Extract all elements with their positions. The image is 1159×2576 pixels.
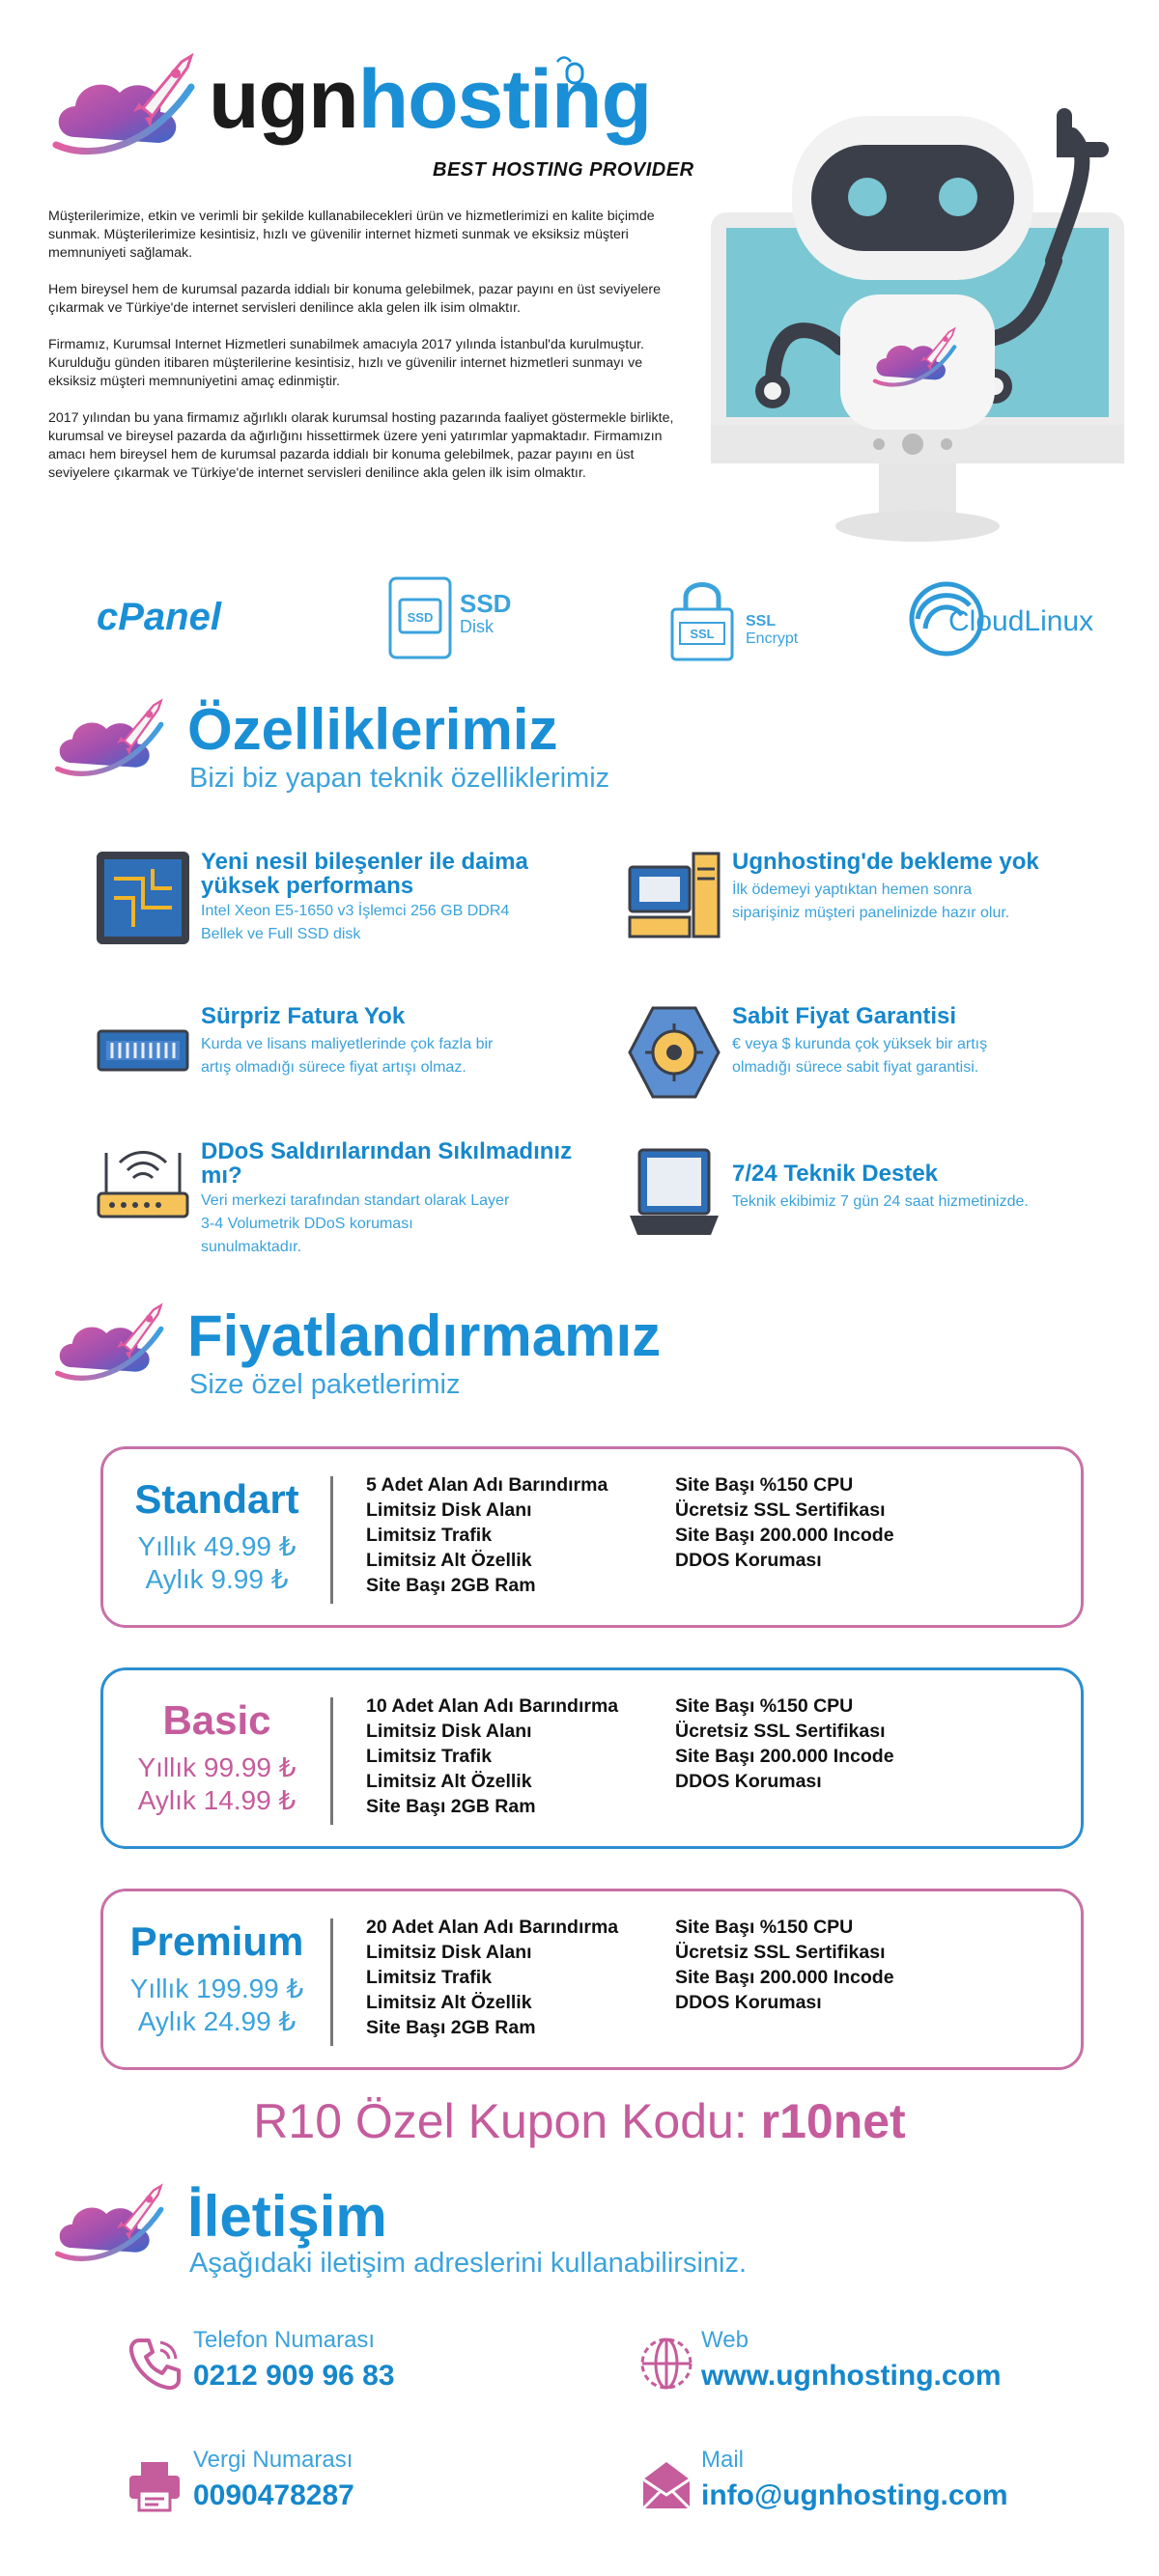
pricing-plan-standart[interactable] — [100, 1446, 1084, 1628]
web-value[interactable]: www.ugnhosting.com — [701, 2360, 1002, 2392]
plan-features-right — [675, 1694, 894, 1794]
plan-features-left — [366, 1472, 608, 1598]
feature-title: Yeni nesil bileşenler ile daima yüksek performans — [201, 849, 528, 899]
plan-feature: Ücretsiz SSL Sertifikası — [675, 1942, 886, 1963]
plan-features-left — [366, 1694, 618, 1819]
plan-summary — [103, 1449, 330, 1625]
plan-summary — [103, 1670, 330, 1846]
plan-yearly-price: Yıllık 99.99 ₺ — [137, 1752, 297, 1782]
plan-divider — [330, 1476, 333, 1604]
feature-description: Teknik ekibimiz 7 gün 24 saat hizmetinizde. — [732, 1193, 1029, 1210]
rocket-cloud-icon — [50, 2172, 176, 2283]
tax-value: 0090478287 — [193, 2479, 354, 2511]
rocket-cloud-icon — [46, 48, 211, 174]
plan-feature: Limitsiz Trafik — [366, 1967, 493, 1988]
ssl-lock-icon — [668, 574, 736, 663]
feature-title: DDoS Saldırılarından Sıkılmadınız mı? — [201, 1138, 573, 1189]
plan-yearly-price: Yıllık 49.99 ₺ — [137, 1531, 297, 1561]
pricing-title: Fiyatlandırmamız — [187, 1303, 662, 1368]
brand-tagline: BEST HOSTING PROVIDER — [433, 159, 694, 181]
plan-feature: 20 Adet Alan Adı Barındırma — [366, 1917, 619, 1938]
features-subtitle: Bizi biz yapan teknik özelliklerimiz — [189, 763, 610, 794]
plan-feature: Site Başı 2GB Ram — [366, 2017, 536, 2038]
plan-feature: Limitsiz Trafik — [366, 1746, 493, 1767]
feature-item — [626, 1144, 1128, 1250]
phone-icon — [126, 2335, 184, 2393]
cpu-chip-icon — [95, 850, 191, 946]
feature-item — [626, 850, 1128, 956]
plan-feature: Ücretsiz SSL Sertifikası — [675, 1499, 886, 1521]
mail-label: Mail — [701, 2447, 745, 2473]
desktop-computer-icon — [626, 850, 722, 946]
plan-features-left — [366, 1915, 618, 2040]
intro-paragraph: Müşterilerimize, etkin ve verimli bir şekilde kullanabilecekleri ürün ve hizmetlerimizi en kalite biçimde sunmak. Müşterilerimize kesintisiz, hızlı ve güvenilir internet hizmeti sunmak ve eksiksiz müşteri memnuniyeti sağlamak. — [48, 209, 655, 261]
feature-description: € veya $ kurunda çok yüksek bir artış olmadığı sürece sabit fiyat garantisi. — [732, 1036, 988, 1076]
ssd-sublabel: Disk — [460, 617, 494, 636]
technology-logos — [58, 574, 1101, 671]
brand-logo[interactable] — [46, 39, 722, 183]
plan-feature: Site Başı %150 CPU — [675, 1695, 854, 1717]
safe-vault-icon — [626, 1004, 722, 1101]
robot-monitor-illustration — [705, 97, 1130, 560]
phone-label: Telefon Numarası — [193, 2327, 376, 2353]
plan-feature: Site Başı %150 CPU — [675, 1917, 854, 1938]
plan-summary — [103, 1891, 330, 2067]
cloudlinux-logo: CloudLinux — [948, 605, 1094, 637]
plan-features-right — [675, 1472, 894, 1573]
contact-title: İletişim — [187, 2184, 387, 2249]
plan-monthly-price: Aylık 9.99 ₺ — [145, 1564, 289, 1594]
plan-feature: DDOS Koruması — [675, 1550, 822, 1571]
plan-feature: Site Başı 200.000 Incode — [675, 1525, 894, 1546]
rocket-cloud-icon — [50, 1292, 176, 1403]
feature-item — [95, 1138, 597, 1255]
plan-monthly-price: Aylık 24.99 ₺ — [137, 2006, 297, 2036]
feature-description: İlk ödemeyi yaptıktan hemen sonra siparişiniz müşteri panelinizde hazır olur. — [732, 882, 1010, 921]
feature-title: Sabit Fiyat Garantisi — [732, 1003, 957, 1029]
globe-icon — [637, 2335, 695, 2393]
rocket-cloud-icon — [50, 687, 176, 798]
coupon-banner — [0, 2093, 1159, 2149]
brand-name-part1: ugn — [209, 53, 358, 146]
feature-title: Ugnhosting'de bekleme yok — [732, 849, 1039, 875]
feature-title: 7/24 Teknik Destek — [732, 1161, 939, 1187]
plan-divider — [330, 1697, 333, 1825]
plan-name: Basic — [162, 1697, 271, 1743]
ssd-label: SSD — [460, 589, 512, 618]
plan-feature: Ücretsiz SSL Sertifikası — [675, 1721, 886, 1742]
feature-description: Intel Xeon E5-1650 v3 İşlemci 256 GB DDR4 Bellek ve Full SSD disk — [201, 903, 510, 942]
pricing-plan-basic[interactable] — [100, 1667, 1084, 1849]
phone-value[interactable]: 0212 909 96 83 — [193, 2360, 395, 2392]
ssl-lock-label: SSL — [690, 627, 715, 641]
cpanel-logo: cPanel — [97, 596, 221, 638]
plan-feature: Limitsiz Disk Alanı — [366, 1721, 532, 1742]
plan-feature: Limitsiz Disk Alanı — [366, 1499, 532, 1521]
features-title: Özelliklerimiz — [187, 697, 558, 762]
plan-name: Premium — [129, 1918, 304, 1964]
plan-feature: 10 Adet Alan Adı Barındırma — [366, 1695, 619, 1717]
plan-monthly-price: Aylık 14.99 ₺ — [137, 1785, 297, 1815]
plan-feature: Site Başı 2GB Ram — [366, 1796, 536, 1817]
plan-feature: Limitsiz Alt Özellik — [366, 1550, 532, 1571]
mouse-icon — [553, 56, 592, 85]
intro-paragraph: Hem bireysel hem de kurumsal pazarda iddialı bir konuma gelebilmek, pazar payını en üst seviyelere çıkarmak ve Türkiye'de internet servisleri denilince akla gelen ilk isim olmaktır. — [48, 282, 662, 316]
printer-icon — [126, 2456, 184, 2514]
plan-feature: DDOS Koruması — [675, 1992, 822, 2013]
web-label: Web — [701, 2327, 749, 2353]
plan-name: Standart — [134, 1476, 299, 1522]
feature-item — [95, 1004, 597, 1110]
plan-feature: Site Başı 200.000 Incode — [675, 1967, 894, 1988]
tax-label: Vergi Numarası — [193, 2447, 353, 2473]
wifi-router-icon — [95, 1139, 191, 1236]
feature-description: Veri merkezi tarafından standart olarak Layer 3-4 Volumetrik DDoS koruması sunulmaktadır. — [201, 1192, 510, 1255]
coupon-code[interactable]: r10net — [760, 2094, 906, 2148]
plan-features-right — [675, 1915, 894, 2015]
plan-divider — [330, 1918, 333, 2046]
feature-item — [95, 850, 597, 956]
ssl-sublabel: Encrypt — [746, 630, 799, 647]
intro-paragraph: Firmamız, Kurumsal Internet Hizmetleri sunabilmek amacıyla 2017 yılında İstanbul'da kurulmuştur. Kurulduğu günden itibaren müşterilerine kesintisiz, hızlı ve güvenilir internet hizmetleri sunmayı ve eksiksiz müşteri memnuniyetini amaç edinmiştir. — [48, 337, 644, 389]
plan-feature: Limitsiz Alt Özellik — [366, 1992, 532, 2013]
ssd-disk-icon — [386, 574, 454, 661]
plan-feature: Site Başı 200.000 Incode — [675, 1746, 894, 1767]
plan-feature: DDOS Koruması — [675, 1771, 822, 1792]
pricing-subtitle: Size özel paketlerimiz — [189, 1369, 461, 1400]
ssd-chip-label: SSD — [407, 610, 434, 625]
laptop-icon — [626, 1144, 722, 1241]
feature-title: Sürpriz Fatura Yok — [201, 1003, 406, 1029]
mail-icon — [637, 2456, 695, 2514]
intro-text — [48, 208, 686, 501]
plan-yearly-price: Yıllık 199.99 ₺ — [129, 1974, 304, 2003]
intro-paragraph: 2017 yılından bu yana firmamız ağırlıklı olarak kurumsal hosting pazarında faaliyet göstermekle birlikte, kurumsal ve bireysel pazarda da ağırlığını hissettirmek üzere yeni yatırımlar yapmaktadır. Firmamızın amacı hem bireysel hem de kurumsal pazarda iddialı bir konuma gelebilmek, pazar payını en üst seviyelere çıkarmak ve Türkiye'de internet servisleri denilince akla gelen ilk isim olmaktır. — [48, 410, 674, 481]
pricing-plan-premium[interactable] — [100, 1889, 1084, 2070]
plan-feature: Site Başı %150 CPU — [675, 1474, 854, 1496]
mail-value[interactable]: info@ugnhosting.com — [701, 2479, 1008, 2511]
feature-description: Kurda ve lisans maliyetlerinde çok fazla bir artış olmadığı sürece fiyat artışı olmaz. — [201, 1036, 494, 1076]
ssl-label: SSL — [746, 613, 777, 630]
plan-feature: Site Başı 2GB Ram — [366, 1575, 536, 1596]
plan-feature: Limitsiz Trafik — [366, 1525, 493, 1546]
plan-feature: 5 Adet Alan Adı Barındırma — [366, 1474, 608, 1496]
feature-item — [626, 1004, 1128, 1110]
plan-feature: Limitsiz Alt Özellik — [366, 1771, 532, 1792]
coupon-label: R10 Özel Kupon Kodu: — [253, 2094, 761, 2148]
plan-feature: Limitsiz Disk Alanı — [366, 1942, 532, 1963]
contact-subtitle: Aşağıdaki iletişim adreslerini kullanabilirsiniz. — [189, 2248, 748, 2279]
server-rack-icon — [95, 1004, 191, 1101]
brand-name-part2: hosting — [357, 53, 652, 146]
